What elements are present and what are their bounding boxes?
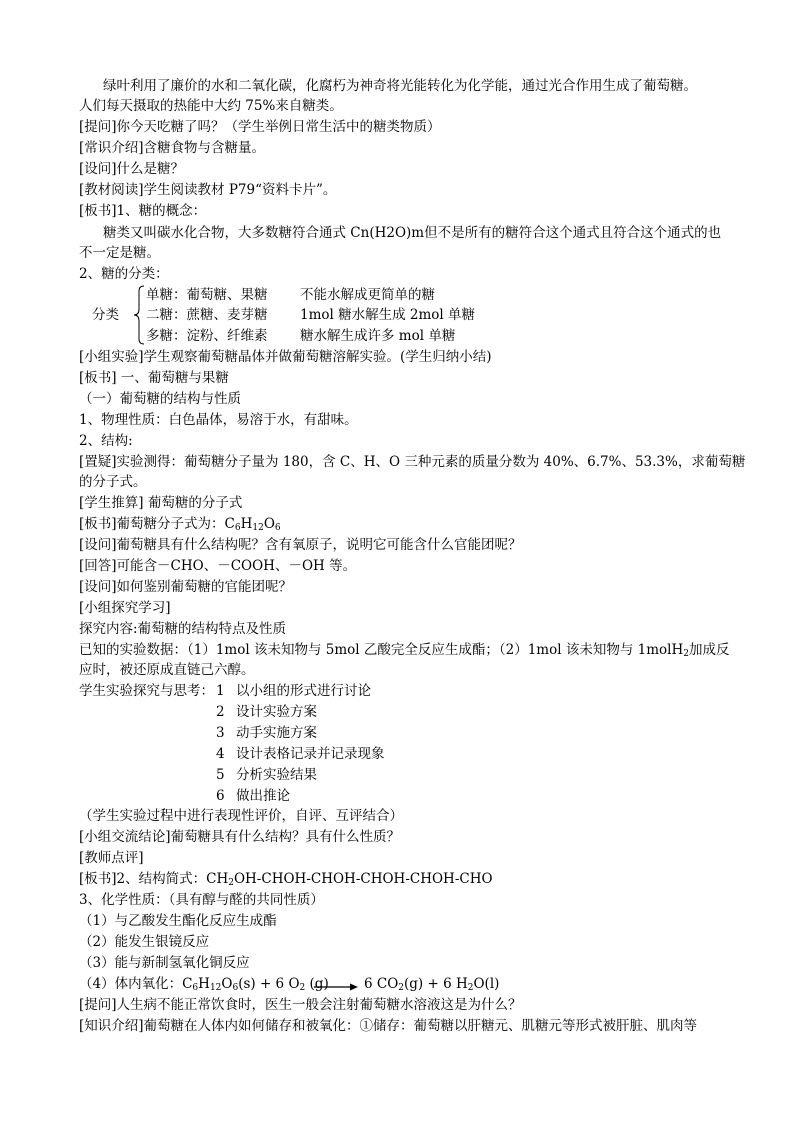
structure-heading: 2、结构: bbox=[79, 433, 133, 449]
disaccharide-desc: 1mol 糖水解生成 2mol 单糖 bbox=[300, 307, 476, 323]
property-esterification: （1）与乙酸发生酯化反应生成酯 bbox=[79, 913, 277, 929]
brace-icon bbox=[133, 285, 145, 345]
experiment-data-line-1: 已知的实验数据：（1）1mol 该未知物与 5mol 乙酸完全反应生成酯；（2）1mol 该未知物与 1molH$_2$加成反 bbox=[79, 642, 730, 659]
property-silver-mirror: （2）能发生银镜反应 bbox=[79, 934, 210, 950]
disaccharide-type: 二糖：蔗糖、麦芽糖 bbox=[146, 307, 268, 323]
classification-label: 分类 bbox=[92, 307, 119, 323]
property-oxidation-right: 6 $CO_2(g) + 6$ $H_2O(l)$ bbox=[364, 976, 500, 993]
physical-property-line: 1、物理性质：白色晶体，易溶于水，有甜味。 bbox=[79, 412, 358, 428]
sugar-definition-line-1: 糖类又叫碳水化合物，大多数糖符合通式 Cn(H2O)m但不是所有的糖符合这个通式且符合这个通式的也 bbox=[103, 225, 722, 241]
chemical-property-heading: 3、化学性质：（具有醇与醛的共同性质） bbox=[79, 892, 324, 908]
illness-question-line: [提问]人生病不能正常饮食时，医生一般会注射葡萄糖水溶液这是为什么？ bbox=[79, 997, 522, 1013]
knowledge-intro-line: [知识介绍]葡萄糖在人体内如何储存和被氧化：①储存：葡萄糖以肝糖元、肌糖元等形式被肝脏、肌肉等 bbox=[79, 1018, 698, 1034]
polysaccharide-desc: 糖水解生成许多 mol 单糖 bbox=[300, 328, 456, 344]
textbook-reading-line: [教材阅读]学生阅读教材 P79“资料卡片”。 bbox=[79, 182, 337, 198]
student-inquiry-label: 学生实验探究与思考： bbox=[79, 683, 214, 699]
inquiry-content-line: 探究内容:葡萄糖的结构特点及性质 bbox=[79, 621, 287, 637]
intro-paragraph-line-2: 人们每天摄取的热能中大约 75%来自糖类。 bbox=[79, 98, 343, 114]
polysaccharide-type: 多糖：淀粉、纤维素 bbox=[146, 328, 268, 344]
intro-paragraph-line-1: 绿叶利用了廉价的水和二氧化碳，化腐朽为神奇将光能转化为化学能，通过光合作用生成了葡萄糖。 bbox=[103, 78, 697, 94]
step-text: 分析实验结果 bbox=[236, 767, 317, 783]
structural-formula-line: [板书]2、结构简式：$CH_2OH-CHOH-CHOH-CHOH-CHOH$-CHO bbox=[79, 871, 493, 888]
knowledge-line: [常识介绍]含糖食物与含糖量。 bbox=[79, 140, 266, 156]
property-copper-hydroxide: （3）能与新制氢氧化铜反应 bbox=[79, 955, 250, 971]
group-inquiry-line: [小组探究学习] bbox=[79, 600, 171, 616]
monosaccharide-type: 单糖：葡萄糖、果糖 bbox=[146, 287, 268, 303]
step-text: 做出推论 bbox=[236, 788, 290, 804]
step-number: 6 bbox=[216, 788, 225, 804]
step-number: 3 bbox=[216, 725, 225, 741]
step-text: 动手实施方案 bbox=[236, 725, 317, 741]
teacher-comment-line: [教师点评] bbox=[79, 850, 144, 866]
board-glucose-fructose: [板书] 一、葡萄糖与果糖 bbox=[79, 370, 229, 386]
step-text: 设计表格记录并记录现象 bbox=[236, 746, 385, 762]
structure-property-heading: （一）葡萄糖的结构与性质 bbox=[79, 391, 241, 407]
step-number: 4 bbox=[216, 746, 225, 762]
group-experiment-line: [小组实验]学生观察葡萄糖晶体并做葡萄糖溶解实验。(学生归纳小结) bbox=[79, 349, 492, 365]
board-molecular-formula: [板书]葡萄糖分子式为：$C_6H_{12}O_6$ bbox=[79, 516, 281, 533]
board-sugar-concept: [板书]1、糖的概念： bbox=[79, 203, 207, 219]
step-number: 2 bbox=[216, 704, 225, 720]
answer-line: [回答]可能含－CHO、－COOH、－OH 等。 bbox=[79, 558, 357, 574]
doubt-line-1: [置疑]实验测得：葡萄糖分子量为 180，含 C、H、O 三种元素的质量分数为 40%、6.7%、53.3%，求葡萄糖 bbox=[79, 454, 746, 470]
step-number: 1 bbox=[216, 683, 225, 699]
property-oxidation-left: （4）体内氧化：$C_6H_{12}O_6(s) + 6$ $O_2$ (g) bbox=[79, 976, 329, 993]
evaluation-note: （学生实验过程中进行表现性评价，自评、互评结合） bbox=[79, 808, 403, 824]
reaction-arrow-icon bbox=[314, 982, 358, 992]
experiment-data-line-2: 应时，被还原成直链己六醇。 bbox=[79, 662, 255, 678]
identify-question-line: [设问]如何鉴别葡萄糖的官能团呢？ bbox=[79, 579, 293, 595]
monosaccharide-desc: 不能水解成更简单的糖 bbox=[300, 287, 435, 303]
student-derivation-line: [学生推算] 葡萄糖的分子式 bbox=[79, 495, 243, 511]
what-is-sugar-line: [设问]什么是糖？ bbox=[79, 161, 185, 177]
step-text: 设计实验方案 bbox=[236, 704, 317, 720]
sugar-definition-line-2: 不一定是糖。 bbox=[79, 245, 160, 261]
step-number: 5 bbox=[216, 767, 225, 783]
step-text: 以小组的形式进行讨论 bbox=[236, 683, 371, 699]
doubt-line-2: 的分子式。 bbox=[79, 474, 147, 490]
structure-question-line: [设问]葡萄糖具有什么结构呢？含有氧原子，说明它可能含什么官能团呢？ bbox=[79, 537, 522, 553]
question-line: [提问]你今天吃糖了吗？（学生举例日常生活中的糖类物质） bbox=[79, 119, 441, 135]
group-conclusion-line: [小组交流结论]葡萄糖具有什么结构？具有什么性质？ bbox=[79, 829, 401, 845]
sugar-classification-heading: 2、糖的分类： bbox=[79, 266, 169, 282]
